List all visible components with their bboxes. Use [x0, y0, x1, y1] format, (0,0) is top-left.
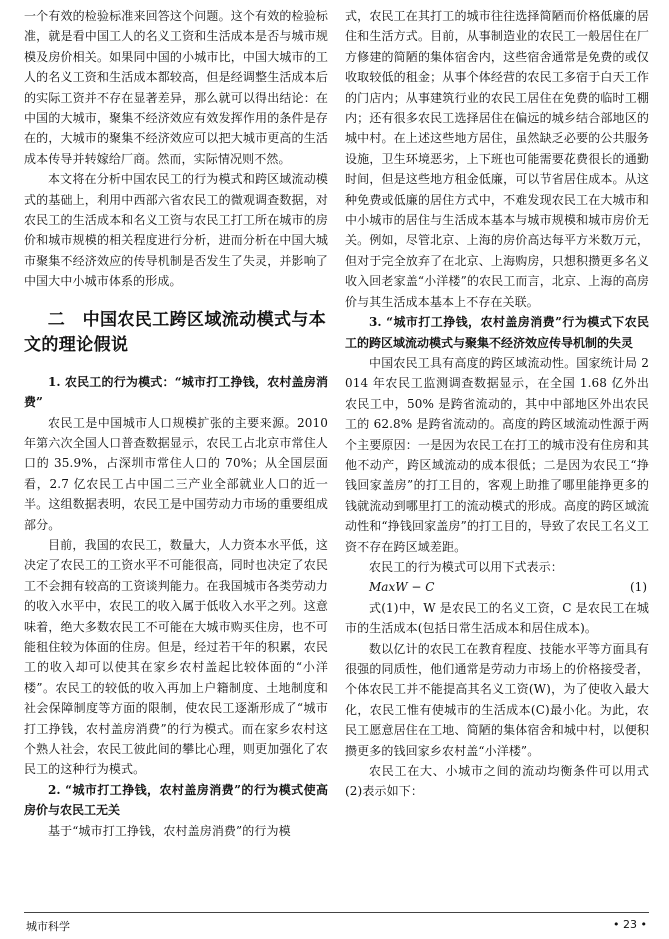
subsection-heading: 1. 农民工的行为模式：“城市打工挣钱，农村盖房消费” [24, 374, 328, 410]
paragraph: 农民工是中国城市人口规模扩张的主要来源。2010 年第六次全国人口普查数据显示，农民工占北京市常住人口的 35.9%，占深圳市常住人口的 70%；从全国层面看，2.7 亿农民工占中国二三产业全部就业人口的近一半。这组数据表明，农民工是中国劳动力市场的重要组成部分。 [24, 415, 328, 532]
paragraph: 基于“城市打工挣钱，农村盖房消费”的行为模 [48, 823, 291, 838]
left-column [24, 6, 328, 841]
subsection-heading: 2. “城市打工挣钱，农村盖房消费”的行为模式使高房价与农民工无关 [24, 782, 328, 818]
paragraph: 中国农民工具有高度的跨区域流动性。国家统计局 2014 年农民工监测调查数据显示，在全国 1.68 亿外出农民工中，50% 是跨省流动的，其中中部地区外出农民工的 62.8% 是跨省流动的。高度的跨区域流动性源于两个主要原因：一是因为农民工在打工的城市没有住房和其他不动产，跨区域流动的成本很低；二是因为农民工“挣钱回家盖房”的打工目的，客观上助推了哪里能挣更多的钱就流动到哪里打工的流动模式的形成。高度的跨区域流动性和“挣钱回家盖房”的打工目的，导致了农民工名义工资不存在跨区域差距。 [345, 355, 649, 554]
paragraph: 式，农民工在其打工的城市往往选择简陋而价格低廉的居住和生活方式。目前，从事制造业的农民工一般居住在厂方修建的简陋的集体宿舍内，这些宿舍通常是免费的或仅收取较低的租金；从事个体经营的农民工多宿于白天工作的门店内；从事建筑行业的农民工居住在免费的临时工棚内；还有很多农民工选择居住在偏远的城乡结合部地区的城中村。在上述这些地方居住，虽然缺乏必要的公共服务设施，卫生环境恶劣，上下班也可能需要花费很长的通勤时间，但是这些地方租金低廉，可以节省居住成本。从这种免费或低廉的居住方式中，不难发现农民工在大城市和中小城市的居住与生活成本基本与城市规模和城市房价无关。例如，尽管北京、上海的房价高达每平方米数万元，但对于完全放弃了在北京、上海购房，只想积攒更多名义收入回老家盖“小洋楼”的农民工而言，北京、上海的高房价与其生活成本基本上不存在关联。 [345, 9, 649, 309]
footer-divider [24, 912, 649, 913]
equation-number: (1) [630, 580, 647, 595]
paragraph: 数以亿计的农民工在教育程度、技能水平等方面具有很强的同质性，他们通常是劳动力市场上的价格接受者，个体农民工并不能提高其名义工资(W)，为了使收入最大化，农民工惟有使城市的生活成本(C)最小化。为此，农民工愿意居住在工地、简陋的集体宿舍和城中村，以便积攒更多的钱回家乡农村盖“小洋楼”。 [345, 641, 649, 758]
page-number: • 23 • [613, 918, 647, 931]
section-heading: 二 中国农民工跨区域流动模式与本文的理论假说 [24, 309, 327, 355]
equation [345, 577, 649, 597]
subsection-heading: 3. “城市打工挣钱，农村盖房消费”行为模式下农民工的跨区域流动模式与聚集不经济效应传导机制的失灵 [345, 315, 649, 350]
paragraph: 本文将在分析中国农民工的行为模式和跨区域流动模式的基础上，利用中西部六省农民工的微观调查数据，对农民工的生活成本和名义工资与农民工打工所在城市的房价和城市规模的相关程度进行分析，进而分析在中国大城市聚集不经济效应的传导机制是否发生了失灵，并影响了中国大中小城市体系的形成。 [24, 172, 328, 289]
paragraph: 农民工在大、小城市之间的流动均衡条件可以用式(2)表示如下： [345, 764, 649, 799]
paragraph: 目前，我国的农民工，数量大，人力资本水平低，这决定了农民工的工资水平不可能很高，同时也决定了农民工不会拥有较高的工资谈判能力。在我国城市各类劳动力的收入水平中，农民工的收入属于低收入水平之列。这意味着，绝大多数农民工不可能在大城市购买住房，也不可能租住较为体面的住房。但是，经过若干年的积累，农民工的收入却可以使其在家乡农村盖起比较体面的“小洋楼”。农民工的较低的收入再加上户籍制度、土地制度和社会保障制度等方面的限制，使农民工逐渐形成了“城市打工挣钱，农村盖房消费”的行为模式。而在家乡农村这个熟人社会，农民工彼此间的攀比心理，则更加强化了农民工的这种行为模式。 [24, 537, 328, 777]
journal-name: 城市科学 [26, 920, 70, 933]
equation-body: MaxW − C [369, 580, 435, 595]
paragraph: 一个有效的检验标准来回答这个问题。这个有效的检验标准，就是看中国工人的名义工资和生活成本是否与城市规模及房价相关。如果同中国的小城市比，中国大城市的工人的名义工资和生活成本都较高，但是经调整生活成本后的实际工资并不存在显著差异，那么就可以得出结论：在中国的大城市，聚集不经济效应有效发挥作用的条件是存在的，大城市的聚集不经济效应可以把大城市更高的生活成本传导并转嫁给厂商。然而，实际情况则不然。 [24, 9, 328, 166]
right-column [345, 6, 649, 802]
paragraph: 农民工的行为模式可以用下式表示： [369, 559, 563, 574]
paragraph: 式(1)中，W 是农民工的名义工资，C 是农民工在城市的生活成本(包括日常生活成本和居住成本)。 [345, 600, 649, 636]
